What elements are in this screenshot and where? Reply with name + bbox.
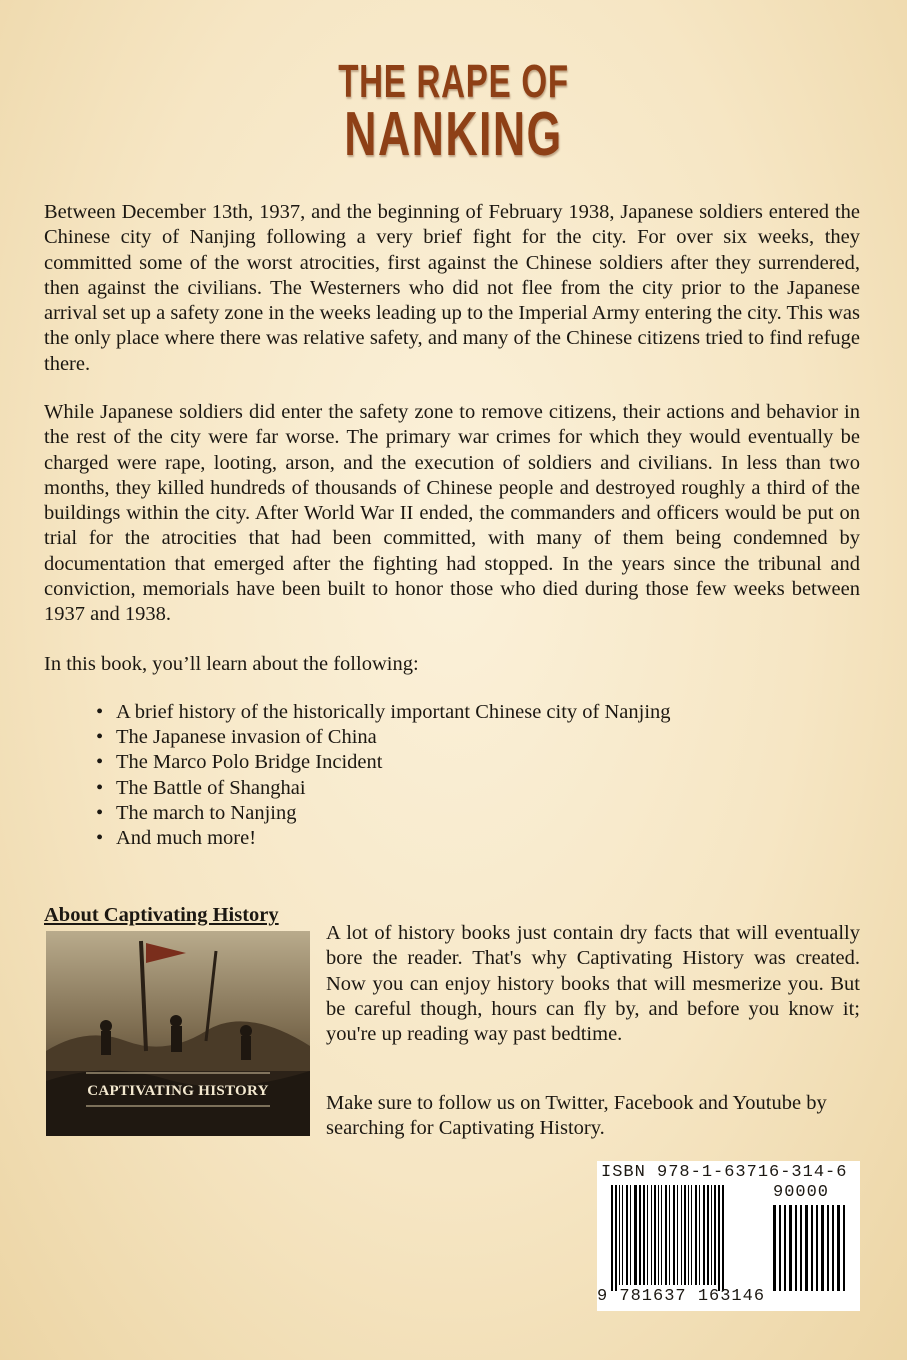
barcode-bar [714,1185,716,1285]
barcode-bar [654,1185,656,1285]
bullet-icon: • [96,776,104,799]
barcode-bar [622,1185,623,1285]
barcode-addon-bar [779,1205,781,1291]
list-item-text: The Battle of Shanghai [116,776,306,799]
bullet-icon: • [96,701,104,723]
barcode-bar [634,1185,637,1285]
barcode-bar [695,1185,697,1285]
barcode-addon-bar [800,1205,802,1291]
bullet-intro: In this book, you’ll learn about the following: [44,653,419,675]
bullet-icon: • [96,751,104,774]
list-item [96,801,671,826]
barcode-addon-bar [789,1205,792,1291]
topic-list [96,700,671,851]
list-item [96,725,671,750]
barcode-addon-bar [811,1205,813,1291]
barcode-addon-bar [843,1205,845,1291]
publisher-image [46,931,310,1136]
list-item-text: A brief history of the historically important Chinese city of Nanjing [116,701,671,723]
barcode-bar [699,1185,700,1285]
list-item [96,700,671,725]
barcode-bar [673,1185,675,1285]
barcode-bar [630,1185,631,1285]
barcode-addon-bar [784,1205,786,1291]
barcode-addon-bar [837,1205,840,1291]
title-line-2: NANKING [344,100,563,169]
barcode-bar [651,1185,652,1285]
barcode-bar [681,1185,682,1285]
barcode-bar [665,1185,667,1285]
title-line-1: THE RAPE OF [338,55,569,107]
barcode-bar [703,1185,705,1285]
barcode-bar [619,1185,620,1285]
barcode-bar [639,1185,641,1285]
barcode-guard-bar [615,1185,617,1291]
brand-plate: CAPTIVATING HISTORY [87,1083,269,1099]
barcode-guard-bar [718,1185,720,1291]
barcode-guard-bar [722,1185,724,1291]
barcode-panel [597,1161,860,1311]
description-paragraph-2: While Japanese soldiers did enter the safety zone to remove citizens, their actions and behavior in the rest of the city were far worse. The primary war crimes for which they would eventually be charged were rape, looting, arson, and the execution of soldiers and civilians. In less than two months, they killed hundreds of thousands of Chinese people and destroyed roughly a third of the buildings within the city. After World War II ended, the commanders and officers would be put on trial for the atrocities that had been committed, with many of them being condemned by documentation that emerged after the fighting had stopped. In the years since the tribunal and conviction, memorials have been built to honor those who died during those few weeks between 1937 and 1938. [44,401,860,626]
list-item-text: And much more! [116,827,257,850]
barcode-addon-bar [816,1205,818,1291]
barcode-bar [707,1185,709,1285]
barcode-digits: 9 781637 163146 [597,1287,766,1306]
barcode-bar [669,1185,670,1285]
list-item [96,750,671,775]
about-text: A lot of history books just contain dry facts that will eventually bore the reader. That's why Captivating History was created. Now you can enjoy history books that will mesmerize you. But be careful though, hours can fly by, and before you know it; you're up reading way past bedtime. [326,922,860,1046]
bullet-icon: • [96,726,104,749]
barcode-addon-bar [827,1205,829,1291]
follow-text: Make sure to follow us on Twitter, Facebook and Youtube by searching for Captivating History. [326,1092,827,1140]
barcode-bar [691,1185,692,1285]
isbn-label: ISBN 978-1-63716-314-6 [601,1163,848,1182]
barcode-bar [647,1185,648,1285]
price-code: 90000 [773,1183,830,1202]
barcode-addon-bar [795,1205,797,1291]
list-item [96,826,671,851]
bullet-icon: • [96,801,104,824]
barcode-bar [684,1185,686,1285]
list-item-text: The Marco Polo Bridge Incident [116,751,383,774]
list-item-text: The Japanese invasion of China [116,726,377,749]
barcode-addon-bar [821,1205,824,1291]
barcode-bar [626,1185,628,1285]
barcode-bar [711,1185,712,1285]
list-item [96,776,671,801]
about-heading: About Captivating History [44,904,279,926]
barcode-bar [658,1185,659,1285]
barcode-bar [688,1185,689,1285]
barcode-addon-bar [805,1205,808,1291]
bullet-icon: • [96,827,104,850]
barcode-addon-bar [773,1205,776,1291]
barcode-bar [677,1185,678,1285]
battle-scene-illustration [46,931,310,1136]
description-paragraph-1: Between December 13th, 1937, and the beginning of February 1938, Japanese soldiers entered the Chinese city of Nanjing following a very brief fight for the city. For over six weeks, they committed some of the worst atrocities, first against the Chinese soldiers after they surrendered, then against the civilians. The Westerners who did not flee from the city prior to the Japanese arrival set up a safety zone in the weeks leading up to the Imperial Army entering the city. This was the only place where there was relative safety, and many of the Chinese citizens tried to find refuge there. [44,201,860,375]
barcode-bar [661,1185,662,1285]
barcode-bar [643,1185,645,1285]
barcode-addon-bar [832,1205,834,1291]
barcode-guard-bar [611,1185,613,1291]
list-item-text: The march to Nanjing [116,801,297,824]
